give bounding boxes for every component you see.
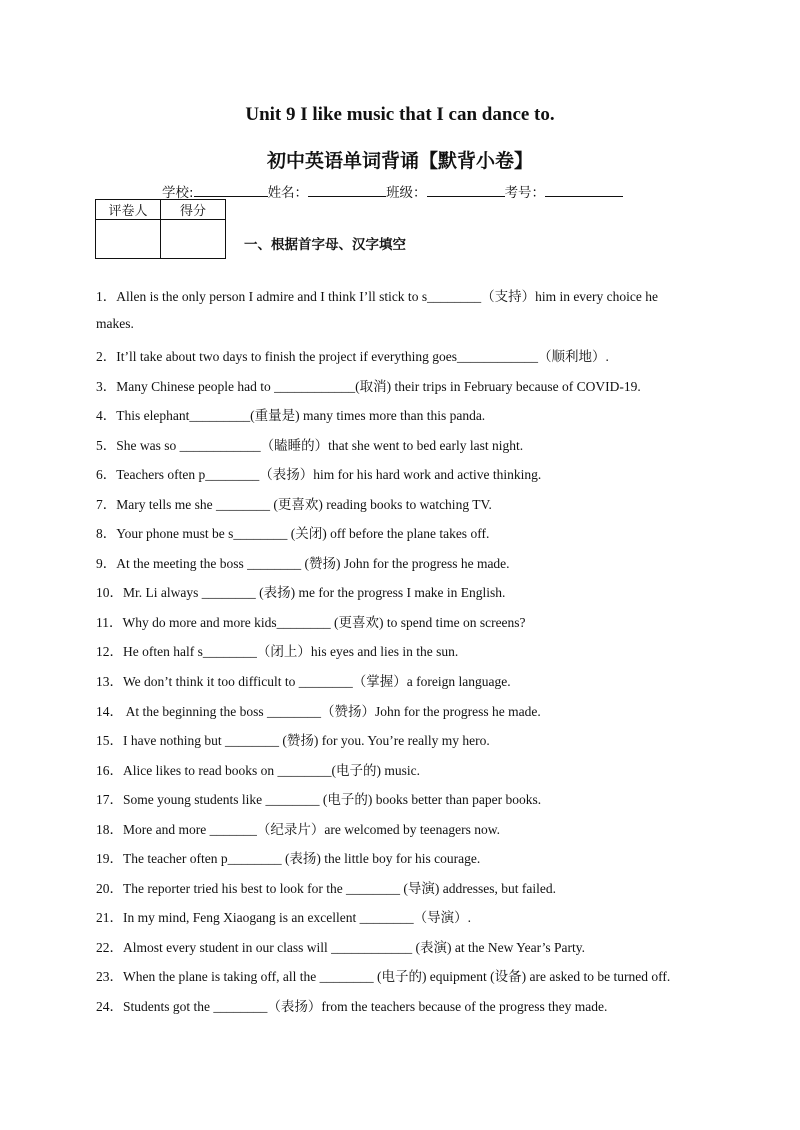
school-label: 学校: xyxy=(162,185,194,201)
question-text: Alice likes to read books on ________(电子的) music. xyxy=(123,763,420,778)
question-item xyxy=(96,522,489,542)
question-item xyxy=(96,906,471,926)
question-text: He often half s________（闭上）his eyes and lies in the sun. xyxy=(123,644,459,659)
question-text: I have nothing but ________ (赞扬) for you. You’re really my hero. xyxy=(123,733,490,748)
question-item xyxy=(96,552,510,572)
exam-number-field[interactable] xyxy=(545,183,623,197)
question-number: 15． xyxy=(96,733,123,748)
question-number: 23． xyxy=(96,969,123,984)
question-number: 9． xyxy=(96,556,117,571)
question-text: More and more _______（纪录片）are welcomed by teenagers now. xyxy=(123,822,501,837)
class-field[interactable] xyxy=(427,183,505,197)
question-item xyxy=(96,877,556,897)
question-item xyxy=(96,345,609,365)
score-table xyxy=(95,199,226,259)
question-number: 8． xyxy=(96,526,117,541)
question-number: 5． xyxy=(96,438,117,453)
question-number: 21． xyxy=(96,910,123,925)
question-number: 14． xyxy=(96,704,123,719)
question-item xyxy=(96,700,541,720)
question-text: The reporter tried his best to look for the ________ (导演) addresses, but failed. xyxy=(123,881,557,896)
question-text: The teacher often p________ (表扬) the little boy for his courage. xyxy=(123,851,481,866)
question-text: In my mind, Feng Xiaogang is an excellent ________（导演）. xyxy=(123,910,471,925)
question-text: Mr. Li always ________ (表扬) me for the progress I make in English. xyxy=(123,585,506,600)
question-item xyxy=(96,729,490,749)
question-item xyxy=(96,759,420,779)
question-item xyxy=(96,847,480,867)
class-label: 班级： xyxy=(386,185,427,201)
question-number: 2． xyxy=(96,349,117,364)
question-number: 1． xyxy=(96,289,117,304)
question-text: This elephant_________(重量是) many times more than this panda. xyxy=(116,408,486,423)
question-item xyxy=(96,434,523,454)
section-title: 一、根据首字母、汉字填空 xyxy=(244,237,406,253)
question-item xyxy=(96,611,526,631)
question-number: 6． xyxy=(96,467,117,482)
question-number: 17． xyxy=(96,792,123,807)
question-item xyxy=(96,493,492,513)
grader-header: 评卷人 xyxy=(96,200,161,220)
question-item xyxy=(96,936,585,956)
question-item xyxy=(96,995,607,1015)
question-number: 22． xyxy=(96,940,123,955)
question-item xyxy=(96,463,541,483)
school-field[interactable] xyxy=(194,183,268,197)
question-item xyxy=(96,404,485,424)
question-text: Students got the ________（表扬）from the teachers because of the progress they made. xyxy=(123,999,608,1014)
question-item xyxy=(96,581,505,601)
question-text: At the beginning the boss ________（赞扬）John for the progress he made. xyxy=(123,704,541,719)
question-item xyxy=(96,640,458,660)
question-item xyxy=(96,818,500,838)
question-number: 7． xyxy=(96,497,117,512)
score-header: 得分 xyxy=(161,200,226,220)
question-item xyxy=(96,375,641,395)
question-item xyxy=(96,965,670,985)
question-number: 19． xyxy=(96,851,123,866)
question-text: Why do more and more kids________ (更喜欢) to spend time on screens? xyxy=(122,615,526,630)
question-text: Teachers often p________（表扬）him for his hard work and active thinking. xyxy=(116,467,542,482)
question-number: 18． xyxy=(96,822,123,837)
question-text: Many Chinese people had to ____________(取消) their trips in February because of COVID-19. xyxy=(116,379,641,394)
page-title: Unit 9 I like music that I can dance to. xyxy=(245,104,555,125)
score-cell[interactable] xyxy=(161,220,226,259)
question-item xyxy=(96,788,541,808)
name-field[interactable] xyxy=(308,183,386,197)
question-number: 12． xyxy=(96,644,123,659)
question-number: 11． xyxy=(96,615,123,630)
question-text: We don’t think it too difficult to ________（掌握）a foreign language. xyxy=(123,674,511,689)
question-text: Mary tells me she ________ (更喜欢) reading books to watching TV. xyxy=(116,497,492,512)
question-text: Some young students like ________ (电子的) books better than paper books. xyxy=(123,792,542,807)
question-number: 24． xyxy=(96,999,123,1014)
question-text: Allen is the only person I admire and I think I’ll stick to s________（支持）him in every choice he xyxy=(116,289,659,304)
question-number: 20． xyxy=(96,881,123,896)
question-text: At the meeting the boss ________ (赞扬) John for the progress he made. xyxy=(116,556,510,571)
question-number: 13． xyxy=(96,674,123,689)
question-text: When the plane is taking off, all the ________ (电子的) equipment (设备) are asked to be turned off. xyxy=(123,969,671,984)
question-text: Your phone must be s________ (关闭) off before the plane takes off. xyxy=(116,526,490,541)
question-item xyxy=(96,670,511,690)
name-label: 姓名： xyxy=(267,185,309,201)
student-info-line xyxy=(162,181,623,201)
question-number: 10． xyxy=(96,585,123,600)
question-text: It’ll take about two days to finish the project if everything goes____________（顺利地）. xyxy=(116,349,609,364)
question-text: She was so ____________（瞌睡的）that she went to bed early last night. xyxy=(116,438,524,453)
question-number: 4． xyxy=(96,408,117,423)
question-continuation: makes. xyxy=(96,316,134,331)
question-number: 16． xyxy=(96,763,123,778)
question-text: Almost every student in our class will ____________ (表演) at the New Year’s Party. xyxy=(123,940,585,955)
grader-cell[interactable] xyxy=(96,220,161,259)
question-item xyxy=(96,285,658,305)
page-subtitle: 初中英语单词背诵【默背小卷】 xyxy=(266,150,533,172)
exam-number-label: 考号： xyxy=(504,185,546,201)
question-number: 3． xyxy=(96,379,117,394)
